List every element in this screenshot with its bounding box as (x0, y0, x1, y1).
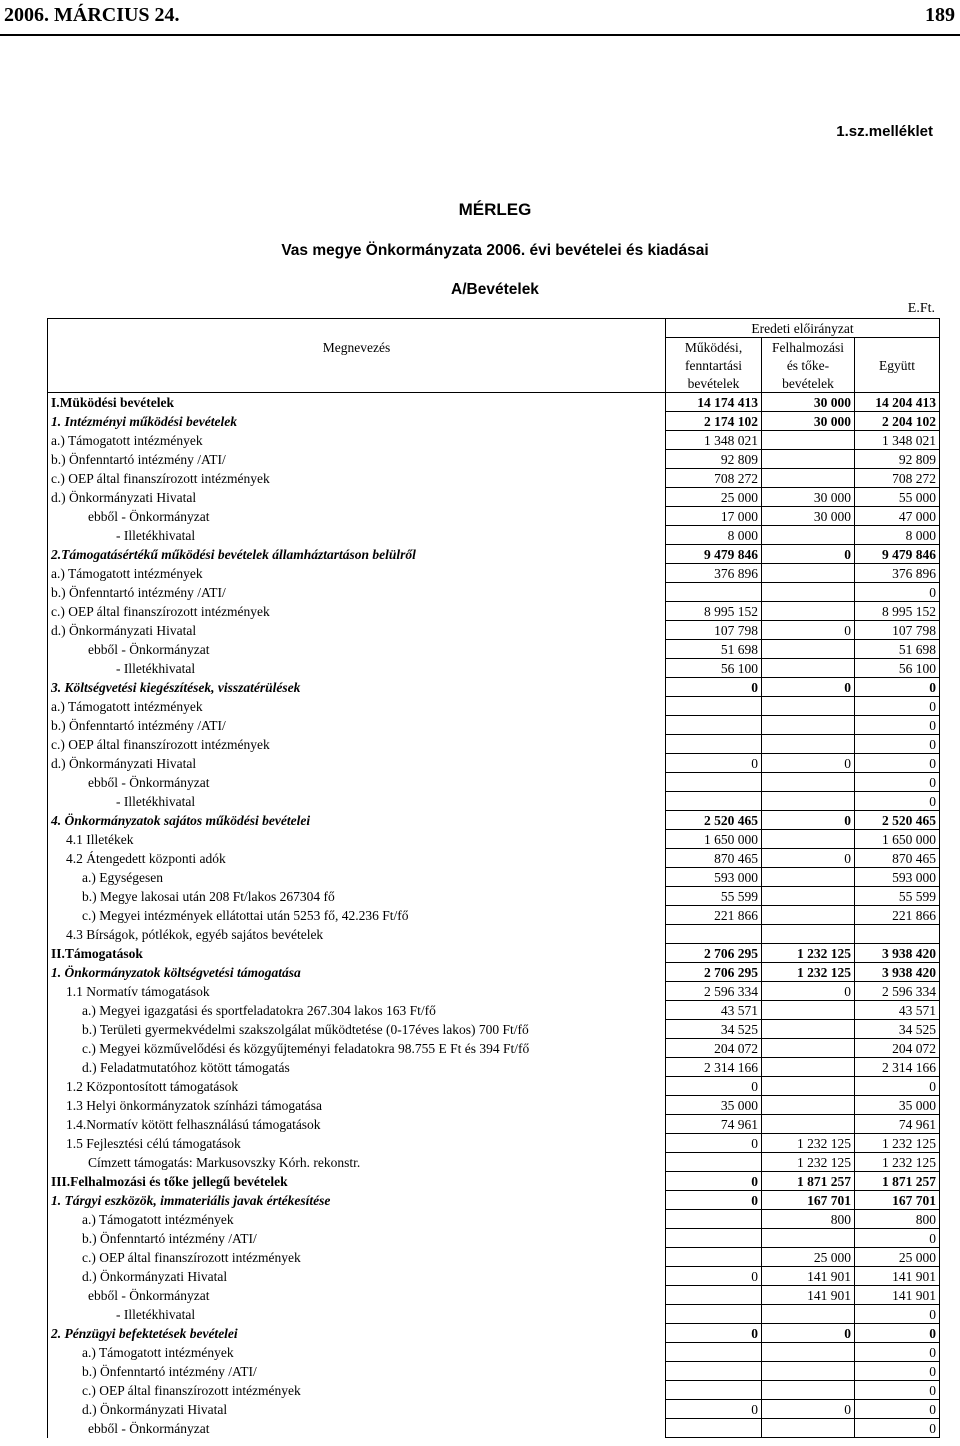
row-value-c2 (762, 906, 855, 925)
row-label: 1.1 Normatív támogatások (48, 982, 666, 1001)
row-value-c3: 8 000 (855, 526, 940, 545)
row-label: c.) Megyei intézmények ellátottai után 5253 fő, 42.236 Ft/fő (48, 906, 666, 925)
row-label: 4.3 Bírságok, pótlékok, egyéb sajátos bevételek (48, 925, 666, 944)
row-value-c3: 56 100 (855, 659, 940, 678)
row-value-c1: 1 650 000 (666, 830, 762, 849)
row-label: a.) Támogatott intézmények (48, 697, 666, 716)
row-value-c2: 30 000 (762, 488, 855, 507)
table-row (48, 1381, 940, 1400)
row-value-c1: 2 174 102 (666, 412, 762, 431)
row-label: 1.5 Fejlesztési célú támogatások (48, 1134, 666, 1153)
table-body (48, 393, 940, 1438)
table-row (48, 1039, 940, 1058)
row-value-c1: 17 000 (666, 507, 762, 526)
row-value-c2 (762, 868, 855, 887)
row-value-c1: 2 596 334 (666, 982, 762, 1001)
row-label: 2.Támogatásértékű működési bevételek államháztartáson belülről (48, 545, 666, 564)
row-value-c2 (762, 602, 855, 621)
row-value-c3: 3 938 420 (855, 963, 940, 982)
row-value-c3: 8 995 152 (855, 602, 940, 621)
table-row (48, 1115, 940, 1134)
row-label: 4.1 Illetékek (48, 830, 666, 849)
row-value-c1: 0 (666, 754, 762, 773)
row-value-c1 (666, 716, 762, 735)
row-value-c3: 141 901 (855, 1267, 940, 1286)
row-value-c3: 1 232 125 (855, 1153, 940, 1172)
row-label: 1. Önkormányzatok költségvetési támogatása (48, 963, 666, 982)
row-value-c2 (762, 1362, 855, 1381)
header-name: Megnevezés (48, 319, 666, 393)
section-title: A/Bevételek (451, 281, 539, 298)
table-row (48, 1400, 940, 1419)
header-col2-line1: Felhalmozási (762, 338, 855, 357)
row-value-c1: 870 465 (666, 849, 762, 868)
row-value-c3: 800 (855, 1210, 940, 1229)
row-label: 1.3 Helyi önkormányzatok színházi támogatása (48, 1096, 666, 1115)
row-value-c1: 107 798 (666, 621, 762, 640)
row-value-c3: 1 871 257 (855, 1172, 940, 1191)
row-label: a.) Egységesen (48, 868, 666, 887)
table-row (48, 1077, 940, 1096)
page-number: 189 (925, 4, 955, 26)
row-value-c3: 0 (855, 773, 940, 792)
row-value-c3: 0 (855, 678, 940, 697)
row-value-c2: 30 000 (762, 393, 855, 412)
table-row (48, 944, 940, 963)
table-row (48, 1343, 940, 1362)
table-row (48, 412, 940, 431)
row-value-c2 (762, 659, 855, 678)
row-value-c3: 376 896 (855, 564, 940, 583)
page-date: 2006. MÁRCIUS 24. (4, 4, 180, 26)
row-value-c3: 2 314 166 (855, 1058, 940, 1077)
row-value-c3: 34 525 (855, 1020, 940, 1039)
row-value-c2 (762, 1381, 855, 1400)
row-value-c3: 870 465 (855, 849, 940, 868)
row-value-c2: 0 (762, 621, 855, 640)
row-value-c3: 2 596 334 (855, 982, 940, 1001)
row-value-c1: 34 525 (666, 1020, 762, 1039)
row-value-c2 (762, 1020, 855, 1039)
row-label: c.) OEP által finanszírozott intézmények (48, 735, 666, 754)
row-value-c2: 1 232 125 (762, 944, 855, 963)
row-value-c2 (762, 716, 855, 735)
row-value-c1: 8 000 (666, 526, 762, 545)
row-value-c3: 0 (855, 1419, 940, 1438)
row-value-c1 (666, 1286, 762, 1305)
row-label: I.Müködési bevételek (48, 393, 666, 412)
row-value-c2: 0 (762, 811, 855, 830)
row-label: - Illetékhivatal (48, 1305, 666, 1324)
row-value-c3: 0 (855, 716, 940, 735)
row-value-c1 (666, 1153, 762, 1172)
row-label: 3. Költségvetési kiegészítések, visszatérülések (48, 678, 666, 697)
row-value-c2: 30 000 (762, 507, 855, 526)
row-value-c1 (666, 735, 762, 754)
row-value-c3: 107 798 (855, 621, 940, 640)
doc-title: MÉRLEG (458, 200, 532, 219)
row-value-c2 (762, 735, 855, 754)
row-label: ebből - Önkormányzat (48, 640, 666, 659)
row-label: a.) Támogatott intézmények (48, 564, 666, 583)
row-label: c.) OEP által finanszírozott intézmények (48, 1381, 666, 1400)
row-value-c1: 74 961 (666, 1115, 762, 1134)
row-value-c3: 1 232 125 (855, 1134, 940, 1153)
row-value-c2: 25 000 (762, 1248, 855, 1267)
row-value-c2 (762, 1096, 855, 1115)
table-row (48, 507, 940, 526)
header-col2-line3: bevételek (762, 374, 855, 393)
table-row (48, 963, 940, 982)
row-value-c1 (666, 1210, 762, 1229)
row-value-c1: 0 (666, 1134, 762, 1153)
row-value-c2: 0 (762, 545, 855, 564)
row-value-c1: 56 100 (666, 659, 762, 678)
row-label: ebből - Önkormányzat (48, 1419, 666, 1438)
row-value-c3: 35 000 (855, 1096, 940, 1115)
row-value-c2 (762, 1419, 855, 1438)
table-row (48, 1058, 940, 1077)
row-label: b.) Területi gyermekvédelmi szakszolgálat működtetése (0-17éves lakos) 700 Ft/fő (48, 1020, 666, 1039)
row-label: - Illetékhivatal (48, 659, 666, 678)
table-row (48, 792, 940, 811)
table-row (48, 1229, 940, 1248)
row-value-c1: 0 (666, 1077, 762, 1096)
row-label: d.) Önkormányzati Hivatal (48, 1400, 666, 1419)
table-row (48, 393, 940, 412)
row-value-c3: 0 (855, 1229, 940, 1248)
row-value-c1 (666, 792, 762, 811)
table-row (48, 754, 940, 773)
row-value-c3: 14 204 413 (855, 393, 940, 412)
row-label: III.Felhalmozási és tőke jellegű bevételek (48, 1172, 666, 1191)
unit-label: E.Ft. (907, 301, 935, 316)
row-value-c2 (762, 564, 855, 583)
row-value-c1: 0 (666, 1324, 762, 1343)
row-label: II.Támogatások (48, 944, 666, 963)
row-value-c2: 1 232 125 (762, 1153, 855, 1172)
doc-subtitle: Vas megye Önkormányzata 2006. évi bevételei és kiadásai (281, 242, 709, 259)
row-value-c1: 92 809 (666, 450, 762, 469)
table-row (48, 982, 940, 1001)
row-value-c2 (762, 1115, 855, 1134)
row-value-c2 (762, 640, 855, 659)
row-value-c2 (762, 830, 855, 849)
row-value-c1: 2 706 295 (666, 963, 762, 982)
row-value-c1: 2 314 166 (666, 1058, 762, 1077)
row-value-c2 (762, 792, 855, 811)
row-value-c2 (762, 1229, 855, 1248)
row-label: b.) Önfenntartó intézmény /ATI/ (48, 716, 666, 735)
row-value-c3: 0 (855, 754, 940, 773)
table-row (48, 716, 940, 735)
row-value-c2 (762, 1058, 855, 1077)
row-label: d.) Feladatmutatóhoz kötött támogatás (48, 1058, 666, 1077)
table-row (48, 735, 940, 754)
row-value-c3: 0 (855, 735, 940, 754)
table-row (48, 830, 940, 849)
balance-table (47, 318, 940, 1438)
row-value-c1: 9 479 846 (666, 545, 762, 564)
table-row (48, 602, 940, 621)
row-value-c3: 43 571 (855, 1001, 940, 1020)
table-row (48, 868, 940, 887)
row-value-c1 (666, 1248, 762, 1267)
table-row (48, 906, 940, 925)
table-row (48, 1134, 940, 1153)
table-row (48, 545, 940, 564)
table-row (48, 488, 940, 507)
table-row (48, 431, 940, 450)
row-label: a.) Támogatott intézmények (48, 431, 666, 450)
row-label: - Illetékhivatal (48, 526, 666, 545)
table-row (48, 526, 940, 545)
annex-label: 1.sz.melléklet (836, 123, 933, 140)
table-row (48, 1324, 940, 1343)
table-row (48, 1248, 940, 1267)
row-label: c.) OEP által finanszírozott intézmények (48, 1248, 666, 1267)
row-label: a.) Megyei igazgatási és sportfeladatokra 267.304 lakos 163 Ft/fő (48, 1001, 666, 1020)
row-label: b.) Önfenntartó intézmény /ATI/ (48, 1362, 666, 1381)
row-label: - Illetékhivatal (48, 792, 666, 811)
table-row (48, 925, 940, 944)
row-value-c2: 167 701 (762, 1191, 855, 1210)
row-value-c2 (762, 1077, 855, 1096)
header-col1-line2: fenntartási (666, 356, 762, 374)
row-value-c3: 1 348 021 (855, 431, 940, 450)
row-value-c3: 0 (855, 697, 940, 716)
row-value-c1 (666, 925, 762, 944)
row-value-c3: 0 (855, 1077, 940, 1096)
row-value-c2: 30 000 (762, 412, 855, 431)
row-value-c1: 0 (666, 1172, 762, 1191)
row-value-c1: 0 (666, 1267, 762, 1286)
row-value-c3 (855, 925, 940, 944)
row-label: 4.2 Átengedett központi adók (48, 849, 666, 868)
row-value-c2 (762, 526, 855, 545)
row-label: c.) OEP által finanszírozott intézmények (48, 602, 666, 621)
table-row (48, 1020, 940, 1039)
row-value-c1: 221 866 (666, 906, 762, 925)
row-value-c3: 0 (855, 1400, 940, 1419)
table-row (48, 450, 940, 469)
row-value-c3: 204 072 (855, 1039, 940, 1058)
row-value-c2: 141 901 (762, 1267, 855, 1286)
row-value-c2: 0 (762, 1324, 855, 1343)
row-label: ebből - Önkormányzat (48, 773, 666, 792)
row-value-c2: 800 (762, 1210, 855, 1229)
row-value-c2 (762, 697, 855, 716)
table-row (48, 1419, 940, 1438)
row-value-c3: 0 (855, 1343, 940, 1362)
header-rule (0, 34, 960, 36)
row-label: d.) Önkormányzati Hivatal (48, 754, 666, 773)
row-value-c3: 55 599 (855, 887, 940, 906)
row-value-c1: 8 995 152 (666, 602, 762, 621)
row-label: 4. Önkormányzatok sajátos működési bevételei (48, 811, 666, 830)
row-value-c1: 2 520 465 (666, 811, 762, 830)
row-value-c2 (762, 431, 855, 450)
table-row (48, 564, 940, 583)
row-value-c1: 593 000 (666, 868, 762, 887)
row-value-c2 (762, 1305, 855, 1324)
row-value-c2 (762, 469, 855, 488)
row-label: b.) Önfenntartó intézmény /ATI/ (48, 450, 666, 469)
row-value-c1: 25 000 (666, 488, 762, 507)
row-label: c.) OEP által finanszírozott intézmények (48, 469, 666, 488)
row-value-c2 (762, 583, 855, 602)
row-value-c1: 2 706 295 (666, 944, 762, 963)
row-label: b.) Megye lakosai után 208 Ft/lakos 267304 fő (48, 887, 666, 906)
row-value-c1 (666, 1362, 762, 1381)
table-row (48, 697, 940, 716)
row-label: a.) Támogatott intézmények (48, 1343, 666, 1362)
row-label: b.) Önfenntartó intézmény /ATI/ (48, 583, 666, 602)
row-value-c3: 25 000 (855, 1248, 940, 1267)
row-label: b.) Önfenntartó intézmény /ATI/ (48, 1229, 666, 1248)
row-value-c1: 1 348 021 (666, 431, 762, 450)
table-row (48, 849, 940, 868)
header-col3: Együtt (855, 338, 940, 393)
row-value-c3: 3 938 420 (855, 944, 940, 963)
table-row (48, 1001, 940, 1020)
row-value-c1 (666, 1419, 762, 1438)
row-value-c3: 167 701 (855, 1191, 940, 1210)
row-label: Címzett támogatás: Markusovszky Kórh. rekonstr. (48, 1153, 666, 1172)
row-value-c1 (666, 1305, 762, 1324)
row-value-c1: 0 (666, 678, 762, 697)
header-col1-line1: Működési, (666, 338, 762, 357)
row-value-c3: 74 961 (855, 1115, 940, 1134)
row-value-c1 (666, 1381, 762, 1400)
row-value-c1 (666, 1229, 762, 1248)
row-value-c2 (762, 1039, 855, 1058)
table-row (48, 1210, 940, 1229)
row-label: d.) Önkormányzati Hivatal (48, 488, 666, 507)
row-value-c2 (762, 887, 855, 906)
row-label: a.) Támogatott intézmények (48, 1210, 666, 1229)
table-row (48, 1267, 940, 1286)
row-value-c3: 55 000 (855, 488, 940, 507)
row-label: 2. Pénzügyi befektetések bevételei (48, 1324, 666, 1343)
row-value-c1 (666, 1343, 762, 1362)
table-row (48, 1096, 940, 1115)
row-value-c3: 1 650 000 (855, 830, 940, 849)
row-label: ebből - Önkormányzat (48, 1286, 666, 1305)
row-label: c.) Megyei közművelődési és közgyűjteményi feladatokra 98.755 E Ft és 394 Ft/fő (48, 1039, 666, 1058)
row-value-c1: 43 571 (666, 1001, 762, 1020)
row-value-c2: 141 901 (762, 1286, 855, 1305)
row-value-c2: 0 (762, 678, 855, 697)
table-row (48, 1286, 940, 1305)
row-value-c1: 204 072 (666, 1039, 762, 1058)
row-value-c1: 51 698 (666, 640, 762, 659)
row-label: d.) Önkormányzati Hivatal (48, 621, 666, 640)
table-row (48, 583, 940, 602)
table-row (48, 887, 940, 906)
row-value-c2: 0 (762, 1400, 855, 1419)
row-value-c2: 0 (762, 982, 855, 1001)
row-value-c3: 0 (855, 1305, 940, 1324)
row-label: 1. Intézményi működési bevételek (48, 412, 666, 431)
header-group: Eredeti előirányzat (666, 319, 940, 338)
table-row (48, 1172, 940, 1191)
row-value-c2: 1 232 125 (762, 1134, 855, 1153)
row-value-c2 (762, 773, 855, 792)
row-value-c1: 708 272 (666, 469, 762, 488)
table-row (48, 640, 940, 659)
table-row (48, 621, 940, 640)
row-value-c1: 0 (666, 1400, 762, 1419)
row-value-c3: 141 901 (855, 1286, 940, 1305)
row-label: 1.4.Normatív kötött felhasználású támogatások (48, 1115, 666, 1134)
row-value-c2: 0 (762, 754, 855, 773)
header-col1-line3: bevételek (666, 374, 762, 393)
row-value-c3: 0 (855, 1381, 940, 1400)
table-row (48, 678, 940, 697)
row-label: 1. Tárgyi eszközök, immateriális javak értékesítése (48, 1191, 666, 1210)
table-row (48, 1362, 940, 1381)
row-value-c3: 0 (855, 792, 940, 811)
row-value-c3: 0 (855, 1324, 940, 1343)
row-value-c2: 1 232 125 (762, 963, 855, 982)
row-value-c1 (666, 773, 762, 792)
header-col2-line2: és tőke- (762, 356, 855, 374)
table-row (48, 469, 940, 488)
row-value-c1 (666, 583, 762, 602)
row-value-c3: 92 809 (855, 450, 940, 469)
row-value-c3: 593 000 (855, 868, 940, 887)
row-value-c2 (762, 1343, 855, 1362)
row-value-c1: 35 000 (666, 1096, 762, 1115)
row-label: d.) Önkormányzati Hivatal (48, 1267, 666, 1286)
row-label: ebből - Önkormányzat (48, 507, 666, 526)
row-value-c3: 9 479 846 (855, 545, 940, 564)
row-value-c1: 14 174 413 (666, 393, 762, 412)
row-value-c3: 0 (855, 1362, 940, 1381)
row-value-c2 (762, 450, 855, 469)
row-value-c3: 47 000 (855, 507, 940, 526)
table-row (48, 1191, 940, 1210)
row-value-c1: 55 599 (666, 887, 762, 906)
row-value-c3: 51 698 (855, 640, 940, 659)
row-value-c2 (762, 1001, 855, 1020)
row-value-c3: 2 520 465 (855, 811, 940, 830)
row-value-c3: 708 272 (855, 469, 940, 488)
table-row (48, 773, 940, 792)
row-label: 1.2 Központosított támogatások (48, 1077, 666, 1096)
row-value-c1: 0 (666, 1191, 762, 1210)
row-value-c2 (762, 925, 855, 944)
table-row (48, 1305, 940, 1324)
table-row (48, 659, 940, 678)
row-value-c3: 0 (855, 583, 940, 602)
row-value-c1: 376 896 (666, 564, 762, 583)
table-row (48, 811, 940, 830)
row-value-c1 (666, 697, 762, 716)
row-value-c3: 2 204 102 (855, 412, 940, 431)
row-value-c2: 1 871 257 (762, 1172, 855, 1191)
table-row (48, 1153, 940, 1172)
row-value-c3: 221 866 (855, 906, 940, 925)
row-value-c2: 0 (762, 849, 855, 868)
